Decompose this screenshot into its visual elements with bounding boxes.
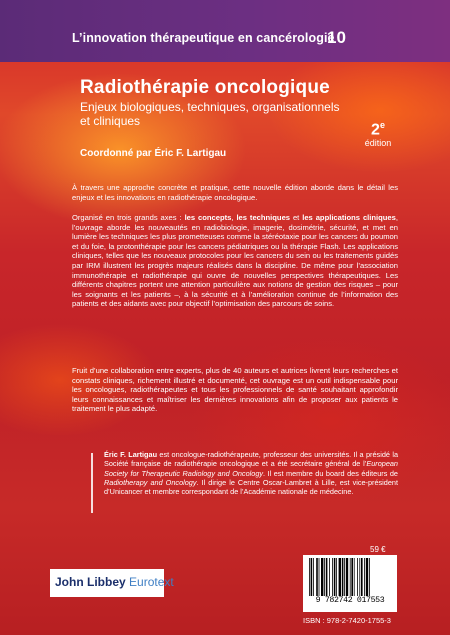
barcode-bar (324, 558, 325, 596)
structure-sep-2: et (290, 213, 303, 222)
barcode-bar (326, 558, 328, 596)
barcode-bars (307, 558, 393, 596)
barcode-bar (319, 558, 320, 596)
axis-techniques: les techniques (236, 213, 291, 222)
coordinator-line: Coordonné par Éric F. Lartigau (80, 148, 227, 159)
intro-paragraph: À travers une approche concrète et pratique, cette nouvelle édition aborde dans le détail les enjeux et les innovations en radiothérapie oncologique. (72, 183, 398, 202)
barcode-bar (354, 558, 355, 596)
price: 59 € (370, 545, 386, 554)
barcode-bar (344, 558, 345, 596)
barcode (303, 555, 397, 612)
edition-suffix: e (379, 120, 385, 130)
barcode-bar (316, 558, 318, 596)
book-title: Radiothérapie oncologique (80, 77, 330, 98)
edition-word: édition (364, 138, 392, 149)
structure-rest: , l’ouvrage aborde les nouveautés en radiobiologie, imagerie, dosimétrie, sécurité, et met en lumière les techniques les plus prometteuses comme la stéréotaxie pour les cancers du poumon et du foie, la protonthérapie pour les cancers pédiatriques ou la thérapie Flash. Les applications cliniques, telles que les nouveaux protocoles pour les cancers du sein ou les traitements guidés par IRM illustrent les progrès majeurs réalisés dans la discipline. De même pour l’association immunothérapie et radiothérapie qui ouvre de nouvelles perspectives thérapeutiques. Les différents chapitres portent une attention particulière aux notions de gestion des risques – pour les soignants et les patients –, à la sécurité et à l’amélioration continue de l’information des patients et des aidants avec pour objectif l’optimisation des parcours de soins. (72, 213, 398, 309)
edition-number-value: 2 (371, 121, 380, 139)
barcode-bar (369, 558, 370, 596)
edition-number (356, 117, 400, 138)
bio-part-3: . Il dirige le Centre Oscar-Lambret à Lille, est vice-président d’Unicancer et membre correspondant de l’Académie nationale de médecine. (104, 477, 398, 497)
collaboration-paragraph: Fruit d’une collaboration entre experts, plus de 40 auteurs et autrices livrent leurs recherches et constats cliniques, richement illustré et documenté, cet ouvrage est un outil indispensable pour les oncologues, radiothérapeutes et tous les professionnels de santé souhaitant approfondir leurs connaissances et maîtriser les dernières innovations afin de proposer aux patients le traitement le plus adapté. (72, 366, 398, 414)
bio-part-1: est oncologue-radiothérapeute, professeur des universités. Il a présidé la Société française de radiothérapie oncologique et a été secrétaire général de l’ (104, 450, 399, 469)
publisher-logo (50, 569, 174, 597)
axis-applications: les applications cliniques (302, 213, 396, 222)
barcode-bar (351, 558, 353, 596)
publisher-name-part-1: John Libbey (55, 575, 126, 589)
publisher-name-part-2: Eurotext (129, 575, 174, 589)
series-number: 10 (327, 28, 346, 47)
barcode-bar (336, 558, 337, 596)
structure-lead: Organisé en trois grands axes : (72, 213, 185, 222)
series-title: L’innovation thérapeutique en cancérologie (72, 31, 335, 45)
bio-divider (91, 453, 93, 513)
barcode-bar (311, 558, 313, 596)
barcode-bar (332, 558, 333, 596)
barcode-bar (334, 558, 336, 596)
barcode-bar (313, 558, 314, 596)
isbn: ISBN : 978-2-7420-1755-3 (303, 616, 391, 625)
axis-concepts: les concepts (184, 213, 232, 222)
structure-paragraph (72, 213, 398, 309)
bio-italic-1: European Society for Therapeutic Radiology and Oncology (104, 459, 398, 478)
barcode-bar (364, 558, 365, 596)
barcode-bar (329, 558, 330, 596)
barcode-digits: 9 782742 017553 (315, 596, 385, 605)
barcode-bar (342, 558, 344, 596)
barcode-bar (339, 558, 341, 596)
barcode-bar (361, 558, 363, 596)
publisher-name (55, 575, 174, 589)
barcode-bar (350, 558, 351, 596)
author-bio (104, 450, 398, 496)
structure-sep-1: , (231, 213, 237, 222)
barcode-bar (359, 558, 360, 596)
barcode-bar (321, 558, 323, 596)
book-subtitle: Enjeux biologiques, techniques, organisationnels et cliniques (80, 100, 340, 128)
bio-part-2: . Il est membre du board des éditeurs de (263, 468, 398, 478)
edition-badge (356, 117, 400, 151)
barcode-bar (346, 558, 348, 596)
series-header-band (0, 0, 450, 62)
barcode-bar (366, 558, 368, 596)
bio-italic-2: Radiotherapy and Oncology (104, 477, 197, 487)
bio-author-name: Éric F. Lartigau (104, 450, 158, 459)
barcode-bar (357, 558, 358, 596)
barcode-bar (309, 558, 310, 596)
